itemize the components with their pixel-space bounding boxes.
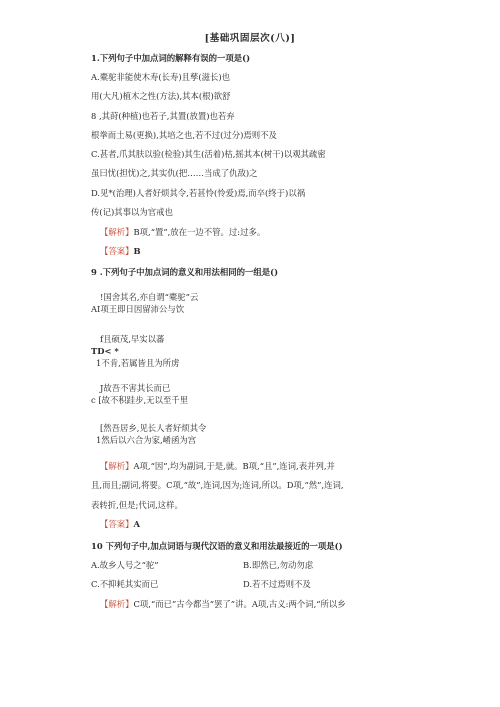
q9-line-2: AI项王即日因留沛公与饮 (91, 304, 185, 314)
answer-1 (100, 245, 141, 257)
analysis-tag: 【解析】 (100, 599, 134, 609)
q10-option-a: A.故乡人号之“驼” (91, 560, 159, 570)
option-a-line-1: A.橐驼非能使木寿(长寿)且孳(滋长)也 (91, 72, 231, 82)
analysis-text: C项,“而已”古今都当“罢了”讲。A项,古义:两个词,“所以乡 (133, 599, 346, 609)
q9-line-1: !国舍其名,亦自谓“橐驼”云 (100, 292, 199, 302)
q9-line-8: [然吾居乡,见长人者好烦其令 (100, 423, 207, 433)
q9-line-4: TD< * (91, 346, 119, 356)
option-b-line-2: 根拳而土易(更换),其培之也,若不过(过分)焉则不及 (91, 130, 277, 140)
option-b-line-1: 8 ,其莳(种植)也若子,其置(放置)也若弃 (91, 111, 235, 121)
analysis-10 (100, 598, 346, 610)
q9-line-3: f且硕茂,早实以蕃 (100, 334, 165, 344)
section-title: [基础巩固层次(八)] (204, 33, 296, 44)
q9-line-6: J故吾不害其长而已 (100, 383, 171, 393)
option-a-line-2: 用(大凡)植木之性(方法),其本(根)欲舒 (91, 91, 231, 101)
answer-text: A (133, 519, 140, 529)
analysis-9-line-3: 表转折,但是;代词,这样。 (91, 500, 183, 510)
question-1-stem: 1.下列句子中加点词的解释有误的一项是() (91, 53, 251, 63)
analysis-tag: 【解析】 (100, 461, 134, 471)
answer-tag: 【答案】 (100, 519, 134, 529)
q10-option-b: B.即然已,勿动勿虑 (243, 560, 314, 570)
answer-tag: 【答案】 (100, 246, 134, 256)
q9-line-7: c [故不积跬步,无以至千里 (91, 395, 189, 405)
answer-text: B (133, 246, 141, 256)
q10-option-c: C.不抑耗其实而已 (91, 579, 159, 589)
analysis-1 (100, 226, 265, 238)
option-d-line-1: D.见*(治理)人者好烦其令,若甚怜(怜爱)焉,而卒(终于)以祸 (91, 188, 306, 198)
q9-line-9: 1然后以六合为家,崤函为宫 (96, 435, 197, 445)
answer-9 (100, 518, 140, 530)
q9-line-5: 1不肯,若属皆且为所虏 (96, 358, 180, 368)
option-c-line-1: C.甚者,爪其肤以验(检验)其生(活着)枯,摇其本(树干)以观其疏密 (91, 149, 326, 159)
question-9-stem: 9 .下列句子中加点词的意义和用法相同的一组是() (91, 267, 279, 277)
analysis-9-line-1 (100, 460, 335, 472)
analysis-text: B项,“置”,放在一边不管。过:过多。 (133, 227, 266, 237)
q10-option-d: D.若不过焉则不及 (243, 579, 311, 589)
analysis-text: A项,“因”,均为副词,于是,就。B项,“且”,连词,表并列,并 (133, 461, 335, 471)
option-d-line-2: 传(记)其事以为官戒也 (91, 207, 173, 217)
analysis-tag: 【解析】 (100, 227, 134, 237)
analysis-9-line-2: 且,而且;副词,将要。C项,“故”,连词,因为;连词,所以。D项,“然”,连词, (91, 480, 344, 490)
option-c-line-2: 虽曰忧(担忧)之,其实仇(把……当成了仇敌)之 (91, 168, 258, 178)
question-10-stem: 10 下列句子中,加点词语与现代汉语的意义和用法最接近的一项是() (91, 541, 343, 551)
